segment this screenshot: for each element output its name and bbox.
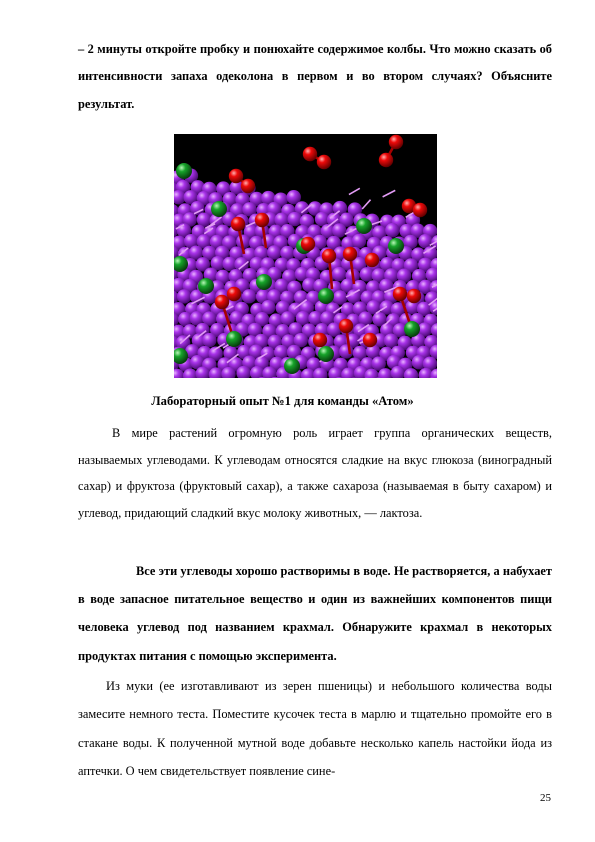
lattice-atom: [267, 245, 281, 259]
green-atom: [404, 321, 420, 337]
molecule-figure: [174, 134, 437, 378]
oxygen-atom: [407, 289, 421, 303]
oxygen-atom: [255, 213, 269, 227]
lattice-atom: [384, 333, 398, 347]
oxygen-atom: [241, 179, 255, 193]
oxygen-atom: [343, 247, 357, 261]
lattice-atom: [352, 234, 366, 248]
lattice-atom: [287, 212, 301, 226]
oxygen-atom: [339, 319, 353, 333]
oxygen-atom: [313, 333, 327, 347]
oxygen-atom: [301, 237, 315, 251]
oxygen-atom: [365, 253, 379, 267]
bond-line: [349, 188, 360, 194]
oxygen-atom: [413, 203, 427, 217]
green-atom: [176, 163, 192, 179]
green-atom: [388, 238, 404, 254]
oxygen-atom: [393, 287, 407, 301]
green-atom: [256, 274, 272, 290]
lattice-atom: [242, 289, 256, 303]
lattice-atom: [177, 289, 191, 303]
green-atom: [356, 218, 372, 234]
oxygen-atom: [317, 155, 331, 169]
oxygen-atom: [215, 295, 229, 309]
paragraph-carbohydrates: В мире растений огромную роль играет группа органических веществ, называемых углеводами. К углеводам относятся сладкие на вкус глюкоза (виноградный сахар) и фруктоза (фруктовый сахар), а также сахароза (называемая в быту сахаром) и углевод, придающий сладкий вкус молоку животных, — лактоза.: [78, 426, 552, 520]
lattice-atom: [418, 234, 432, 248]
green-atom: [226, 331, 242, 347]
oxygen-atom: [322, 249, 336, 263]
oxygen-atom: [229, 169, 243, 183]
oxygen-atom: [379, 153, 393, 167]
green-atom: [211, 201, 227, 217]
lattice-atom: [333, 290, 347, 304]
green-atom: [198, 278, 214, 294]
figure-caption: Лабораторный опыт №1 для команды «Атом»: [151, 394, 414, 408]
lattice-atom: [339, 344, 353, 358]
oxygen-atom: [363, 333, 377, 347]
green-atom: [284, 358, 300, 374]
oxygen-atom: [227, 287, 241, 301]
paragraph-starch: Все эти углеводы хорошо растворимы в воде. Не растворяется, а набухает в воде запасное питательное вещество и один из важнейших компонентов пищи человека углевод под названием крахмал. Обнаружите крахмал в некоторых продуктах питания с помощью эксперимента.: [78, 564, 552, 663]
bond-line: [362, 200, 370, 209]
lattice-atom: [332, 267, 346, 281]
green-atom: [318, 288, 334, 304]
lattice-atom: [202, 333, 216, 347]
lattice-atom: [332, 223, 346, 237]
bond-line: [383, 190, 396, 196]
lattice-atoms: [174, 169, 437, 378]
lattice-atom: [385, 223, 399, 237]
page-number: 25: [540, 792, 551, 804]
paragraph-experiment: Из муки (ее изготавливают из зерен пшеницы) и небольшого количества воды замесите немного теста. Поместите кусочек теста в марлю и тщательно промойте его в стакане воды. К полученной мутной воде добавьте несколько капель настойки йода из аптечки. О чем свидетельствует появление сине-: [78, 679, 552, 779]
molecule-illustration: [174, 134, 437, 378]
oxygen-atom: [231, 217, 245, 231]
green-atom: [318, 346, 334, 362]
intro-paragraph: – 2 минуты откройте пробку и понюхайте содержимое колбы. Что можно сказать об интенсивности запаха одеколона в первом и во втором случаях? Объясните результат.: [78, 42, 552, 111]
oxygen-atom: [389, 135, 403, 149]
oxygen-atom: [303, 147, 317, 161]
